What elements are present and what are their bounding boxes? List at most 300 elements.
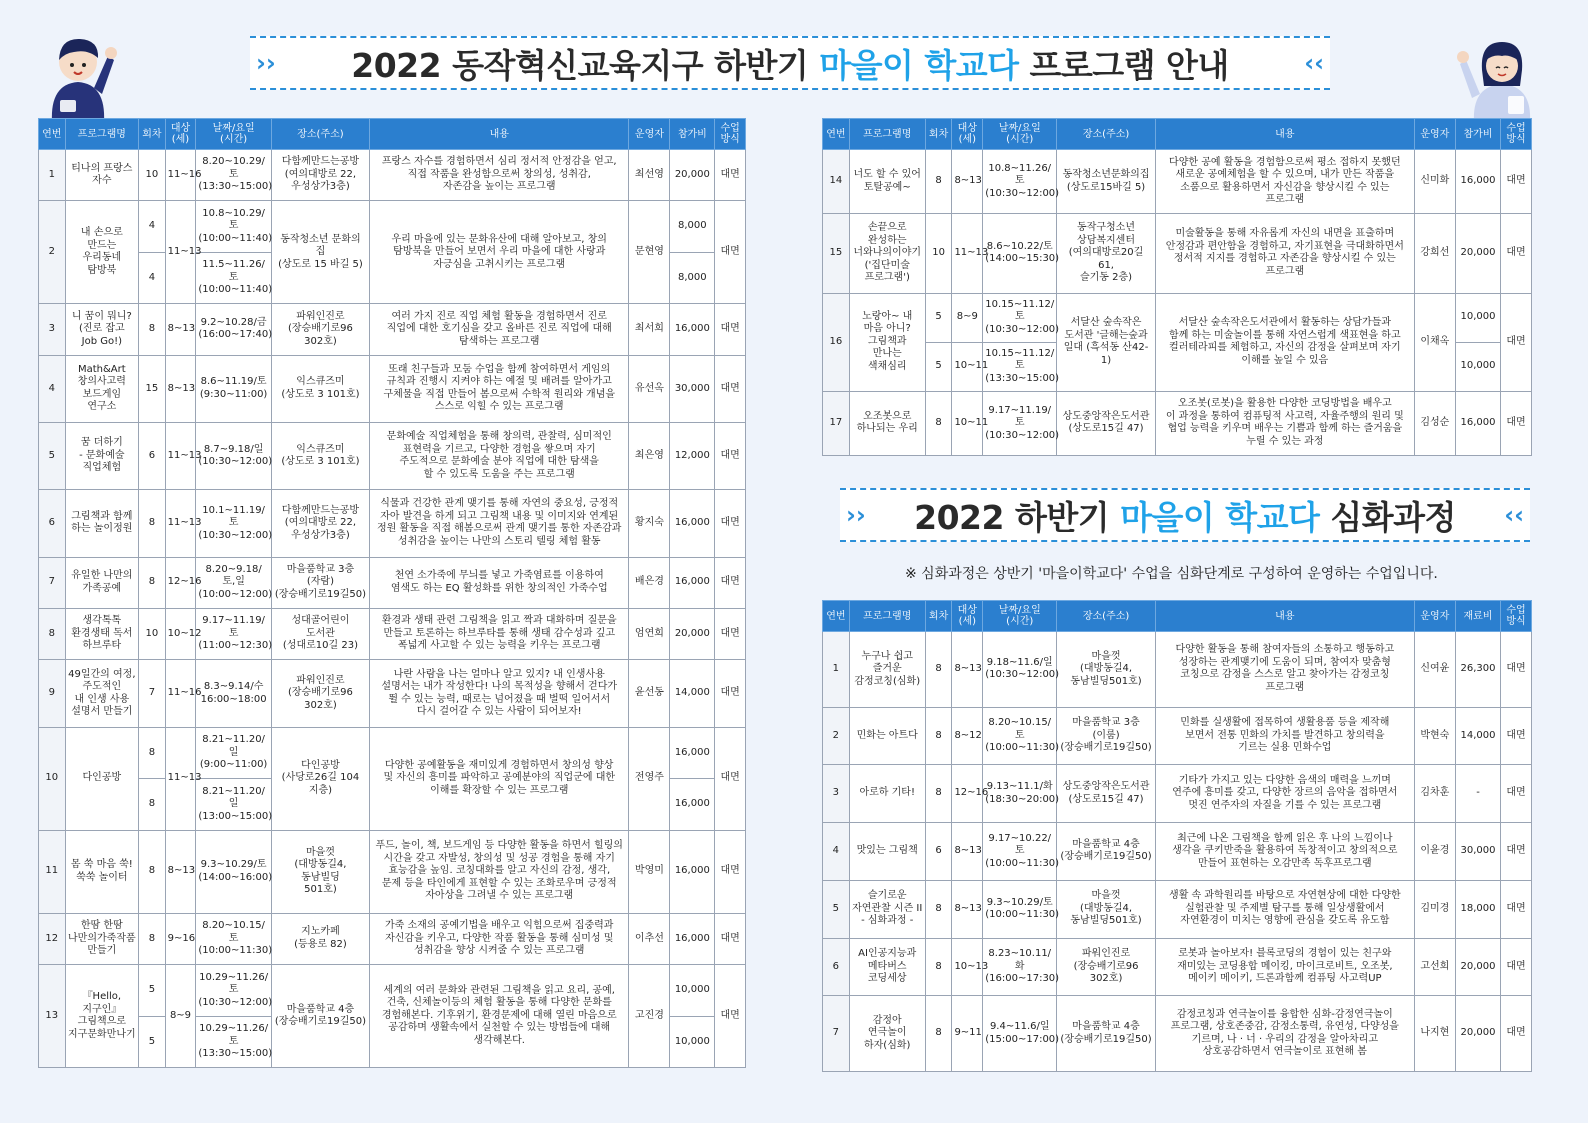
sessions: 8	[925, 632, 952, 708]
sessions: 8	[139, 779, 166, 830]
sessions: 10	[139, 150, 166, 201]
target-age: 8~13	[165, 355, 196, 422]
row-number: 17	[823, 391, 850, 455]
col-header-sessions: 회차	[139, 119, 166, 150]
class-mode: 대면	[715, 304, 746, 355]
target-age: 11~13	[165, 422, 196, 489]
program-name: 티나의 프랑스 자수	[65, 150, 139, 201]
description: 서달산 숲속작은도서관에서 활동하는 상담가들과 함께 하는 미술놀이를 통해 자연스럽게 색표현을 하고 컬러테라피를 체험하고, 자신의 감정을 살펴보며 자기 이해를 높일 수 있음	[1155, 293, 1414, 391]
date-time: 10.8~10.29/토 (10:00~11:40)	[196, 201, 272, 252]
program-name: 손끝으로 완성하는 너와나의이야기 ('집단미술 프로그램')	[849, 214, 925, 293]
date-time: 9.18~11.6/일 (10:30~12:00)	[983, 632, 1057, 708]
col-header-no: 연번	[39, 119, 66, 150]
fee: 10,000	[670, 1016, 715, 1068]
target-age: 11~16	[165, 660, 196, 727]
col-header-desc: 내용	[1155, 601, 1414, 632]
col-header-name: 프로그램명	[65, 119, 139, 150]
col-header-date: 날짜/요일 (시간)	[983, 601, 1057, 632]
class-mode: 대면	[1501, 214, 1532, 293]
table-row	[823, 707, 1532, 765]
table-row	[823, 150, 1532, 214]
program-name: Math&Art 창의사고력 보드게임 연구소	[65, 355, 139, 422]
operator: 문현영	[629, 201, 670, 304]
place: 익스큐즈미 (상도로 3 101호)	[271, 355, 369, 422]
date-time: 8.7~9.18/일 (10:30~12:00)	[196, 422, 272, 489]
program-table-left	[38, 118, 746, 1068]
table-row	[39, 608, 746, 659]
row-number: 15	[823, 214, 850, 293]
date-time: 8.21~11.20/일 (9:00~11:00)	[196, 727, 272, 778]
class-mode: 대면	[715, 965, 746, 1068]
fee: 16,000	[670, 779, 715, 830]
col-header-date: 날짜/요일 (시간)	[196, 119, 272, 150]
fee: 20,000	[1455, 996, 1500, 1072]
chevron-right-icon: ‹‹	[1304, 49, 1324, 77]
date-time: 8.3~9.14/수 16:00~18:00	[196, 660, 272, 727]
place: 마을껏 (대방동길4, 동남빌딩501호)	[1057, 880, 1156, 938]
description: 우리 마을에 있는 문화유산에 대해 알아보고, 창의 탐방북을 만들어 보면서 우리 마을에 대한 사랑과 자긍심을 고취시키는 프로그램	[369, 201, 629, 304]
table-row	[823, 391, 1532, 455]
table-row	[39, 422, 746, 489]
sessions: 8	[925, 938, 952, 996]
advanced-program-table	[822, 600, 1532, 1072]
target-age: 8~9	[165, 965, 196, 1068]
program-name: 아로하 기타!	[849, 765, 925, 823]
class-mode: 대면	[1501, 293, 1532, 391]
target-age: 10~12	[165, 608, 196, 659]
row-number: 1	[823, 632, 850, 708]
col-header-desc: 내용	[1155, 119, 1414, 150]
operator: 윤선동	[629, 660, 670, 727]
date-time: 9.2~10.28/금 (16:00~17:40)	[196, 304, 272, 355]
place: 마을품학교 4층 (장승배기로19길50)	[271, 965, 369, 1068]
fee: 16,000	[1455, 150, 1500, 214]
place: 동작구청소년 상담복지센터 (여의대방로20길 61, 슬기동 2층)	[1057, 214, 1156, 293]
sessions: 8	[139, 304, 166, 355]
description: 민화를 실생활에 접목하여 생활용품 등을 제작해 보면서 전통 민화의 가치를 발견하고 창의력을 기르는 실용 민화수업	[1155, 707, 1414, 765]
place: 파워인진로 (장승배기로96 302호)	[271, 660, 369, 727]
target-age: 8~13	[952, 823, 983, 881]
operator: 최선영	[629, 150, 670, 201]
class-mode: 대면	[715, 913, 746, 964]
fee: 8,000	[670, 201, 715, 252]
target-age: 8~9	[952, 293, 983, 342]
sessions: 8	[139, 490, 166, 557]
table-row	[39, 150, 746, 201]
description: 다양한 공예활동을 재미있게 경험하면서 창의성 향상 및 자신의 흥미를 파악하고 공예분야의 직업군에 대한 이해를 확장할 수 있는 프로그램	[369, 727, 629, 830]
table-row	[39, 913, 746, 964]
sessions: 6	[139, 422, 166, 489]
col-header-name: 프로그램명	[849, 601, 925, 632]
class-mode: 대면	[715, 660, 746, 727]
row-number: 11	[39, 830, 66, 913]
sessions: 8	[139, 830, 166, 913]
fee: 16,000	[670, 304, 715, 355]
program-name: 꿈 더하기 - 문화예술 직업체험	[65, 422, 139, 489]
row-number: 1	[39, 150, 66, 201]
col-header-place: 장소(주소)	[271, 119, 369, 150]
program-name: 생각톡톡 환경생태 독서 하브루타	[65, 608, 139, 659]
date-time: 8.23~10.11/화 (16:00~17:30)	[983, 938, 1057, 996]
date-time: 8.6~11.19/토 (9:30~11:00)	[196, 355, 272, 422]
description: 여러 가지 진로 직업 체험 활동을 경험하면서 진로 직업에 대한 호기심을 갖고 올바른 진로 직업에 대해 탐색하는 프로그램	[369, 304, 629, 355]
operator: 박현숙	[1414, 707, 1455, 765]
sessions: 8	[925, 150, 952, 214]
col-header-mode: 수업 방식	[1501, 119, 1532, 150]
fee: 16,000	[670, 490, 715, 557]
place: 성대골어린이 도서관 (성대로10길 23)	[271, 608, 369, 659]
col-header-fee: 참가비	[670, 119, 715, 150]
sessions: 15	[139, 355, 166, 422]
operator: 황지숙	[629, 490, 670, 557]
row-number: 2	[39, 201, 66, 304]
page-title: 2022 동작혁신교육지구 하반기 마을이 학교다 프로그램 안내	[351, 45, 1229, 85]
program-name: 민화는 아트다	[849, 707, 925, 765]
place: 동작청소년 문화의 집 (상도로 15 바길 5)	[271, 201, 369, 304]
fee: 16,000	[670, 557, 715, 608]
date-time: 9.4~11.6/일 (15:00~17:00)	[983, 996, 1057, 1072]
row-number: 12	[39, 913, 66, 964]
operator: 신여윤	[1414, 632, 1455, 708]
fee: 10,000	[1455, 293, 1500, 342]
operator: 이채옥	[1414, 293, 1455, 391]
date-time: 8.20~10.15/토 (10:00~11:30)	[983, 707, 1057, 765]
sessions: 8	[925, 707, 952, 765]
description: 천연 소가죽에 무늬를 넣고 가죽염료를 이용하여 염색도 하는 EQ 활성화를 위한 창의적인 가죽수업	[369, 557, 629, 608]
sessions: 10	[925, 214, 952, 293]
fee: 8,000	[670, 252, 715, 303]
operator: 고진경	[629, 965, 670, 1068]
table-row	[39, 660, 746, 727]
date-time: 9.3~10.29/토 (10:00~11:30)	[983, 880, 1057, 938]
place: 상도중앙작은도서관 (상도로15길 47)	[1057, 391, 1156, 455]
place: 마을품학교 4층 (장승배기로19길50)	[1057, 996, 1156, 1072]
table-row	[823, 823, 1532, 881]
col-header-age: 대상 (세)	[952, 601, 983, 632]
operator: 최서희	[629, 304, 670, 355]
row-number: 4	[823, 823, 850, 881]
class-mode: 대면	[1501, 823, 1532, 881]
fee: 30,000	[1455, 823, 1500, 881]
description: 세계의 여러 문화와 관련된 그림책을 읽고 요리, 공예, 건축, 신체놀이등의 체험 활동을 통해 다양한 문화를 경험해본다. 기후위기, 환경문제에 대해 열린 마음으로 공감하며 생활속에서 실천할 수 있는 방법들에 대해 생각해본다.	[369, 965, 629, 1068]
col-header-operator: 운영자	[1414, 601, 1455, 632]
program-name: 누구나 쉽고 즐거운 감정코칭(심화)	[849, 632, 925, 708]
chevron-left-icon: ››	[256, 49, 276, 77]
sessions: 8	[925, 996, 952, 1072]
target-age: 8~13	[165, 830, 196, 913]
date-time: 10.1~11.19/토 (10:30~12:00)	[196, 490, 272, 557]
fee: 30,000	[670, 355, 715, 422]
table-row	[823, 996, 1532, 1072]
row-number: 4	[39, 355, 66, 422]
place: 상도중앙작은도서관 (상도로15길 47)	[1057, 765, 1156, 823]
col-header-age: 대상 (세)	[165, 119, 196, 150]
fee: 10,000	[670, 965, 715, 1016]
class-mode: 대면	[715, 490, 746, 557]
description: 기타가 가지고 있는 다양한 음색의 매력을 느끼며 연주에 흥미를 갖고, 다양한 장르의 음악을 접하면서 멋진 연주자의 자질을 기를 수 있는 프로그램	[1155, 765, 1414, 823]
place: 마을품학교 4층 (장승배기로19길50)	[1057, 823, 1156, 881]
class-mode: 대면	[715, 422, 746, 489]
operator: 고선희	[1414, 938, 1455, 996]
col-header-no: 연번	[823, 119, 850, 150]
target-age: 11~13	[165, 490, 196, 557]
place: 다함께만드는공방 (여의대방로 22, 우성상가3층)	[271, 150, 369, 201]
description: 나란 사람을 나는 얼마나 알고 있지? 내 인생사용 설명서는 내가 작성한다! 나의 목적성을 향해서 걷다가 뛸 수 있는 능력, 때로는 넘어졌을 때 벌떡 일어서서 다시 걸어갈 수 있는 사람이 되어보자!	[369, 660, 629, 727]
table-row	[823, 293, 1532, 342]
advanced-title-banner	[840, 488, 1530, 542]
program-name: 니 꿈이 뭐니? (진로 잡고 Job Go!)	[65, 304, 139, 355]
table-row	[823, 214, 1532, 293]
table-row	[39, 355, 746, 422]
operator: 박영미	[629, 830, 670, 913]
place: 파워인진로 (장승배기로96 302호)	[1057, 938, 1156, 996]
row-number: 10	[39, 727, 66, 830]
fee: 26,300	[1455, 632, 1500, 708]
row-number: 5	[823, 880, 850, 938]
target-age: 10~13	[952, 938, 983, 996]
table-row	[823, 765, 1532, 823]
col-header-mode: 수업 방식	[715, 119, 746, 150]
date-time: 9.17~10.22/토 (10:00~11:30)	[983, 823, 1057, 881]
date-time: 10.29~11.26/토 (10:30~12:00)	[196, 965, 272, 1016]
fee: 14,000	[1455, 707, 1500, 765]
program-name: AI인공지능과 메타버스 코딩세상	[849, 938, 925, 996]
class-mode: 대면	[715, 201, 746, 304]
place: 동작청소년문화의집 (상도로15바길 5)	[1057, 150, 1156, 214]
fee: -	[1455, 765, 1500, 823]
operator: 나지현	[1414, 996, 1455, 1072]
place: 마을품학교 3층(자람) (장승배기로19길50)	[271, 557, 369, 608]
description: 또래 친구들과 모둠 수업을 함께 참여하면서 게임의 규칙과 진행시 지켜야 하는 예절 및 배려를 알아가고 구체물을 직접 만들어 봄으로써 수학적 원리와 개념을 스스로 익힐 수 있는 프로그램	[369, 355, 629, 422]
row-number: 8	[39, 608, 66, 659]
description: 프랑스 자수를 경험하면서 심리 정서적 안정감을 얻고, 직접 작품을 완성함으로써 창의성, 성취감, 자존감을 높이는 프로그램	[369, 150, 629, 201]
table-row	[823, 632, 1532, 708]
sessions: 5	[139, 965, 166, 1016]
date-time: 9.17~11.19/토 (10:30~12:00)	[983, 391, 1057, 455]
row-number: 7	[823, 996, 850, 1072]
target-age: 11~16	[165, 150, 196, 201]
class-mode: 대면	[1501, 391, 1532, 455]
row-number: 16	[823, 293, 850, 391]
program-name: 맛있는 그림책	[849, 823, 925, 881]
col-header-date: 날짜/요일 (시간)	[983, 119, 1057, 150]
table-row	[39, 201, 746, 252]
target-age: 12~16	[165, 557, 196, 608]
table-row	[39, 965, 746, 1016]
description: 푸드, 놀이, 책, 보드게임 등 다양한 활동을 하면서 힐링의 시간을 갖고 자발성, 창의성 및 성공 경험을 통해 자기 효능감을 높임. 코칭대화를 알고 자신의 감정, 생각, 문제 등을 타인에게 표현할 수 있는 조화로우며 긍정적 자아상을 그려낼 수 있는 프로그램	[369, 830, 629, 913]
class-mode: 대면	[1501, 707, 1532, 765]
sessions: 8	[139, 557, 166, 608]
operator: 김차훈	[1414, 765, 1455, 823]
program-name: 다인공방	[65, 727, 139, 830]
date-time: 9.3~10.29/토 (14:00~16:00)	[196, 830, 272, 913]
place: 지노카페 (등용로 82)	[271, 913, 369, 964]
description: 가죽 소재의 공예기법을 배우고 익힘으로써 집중력과 자신감을 키우고, 다양한 작품 활동을 통해 심미성 및 성취감을 향상 시켜줄 수 있는 프로그램	[369, 913, 629, 964]
col-header-mode: 수업 방식	[1501, 601, 1532, 632]
place: 마을품학교 3층(이룸) (장승배기로19길50)	[1057, 707, 1156, 765]
col-header-sessions: 회차	[925, 119, 952, 150]
operator: 이추선	[629, 913, 670, 964]
fee: 14,000	[670, 660, 715, 727]
sessions: 6	[925, 823, 952, 881]
place: 다인공방 (사당로26길 104 지층)	[271, 727, 369, 830]
description: 다양한 활동을 통해 참여자들의 소통하고 행동하고 성장하는 관계맺기에 도움이 되며, 참여자 맞춤형 코칭으로 감정을 스스로 알고 찾아가는 감정코칭 프로그램	[1155, 632, 1414, 708]
sessions: 8	[925, 880, 952, 938]
date-time: 10.15~11.12/토 (10:30~12:00)	[983, 293, 1057, 342]
date-time: 10.8~11.26/토 (10:30~12:00)	[983, 150, 1057, 214]
date-time: 8.20~9.18/ 토,일 (10:00~12:00)	[196, 557, 272, 608]
class-mode: 대면	[1501, 150, 1532, 214]
class-mode: 대면	[1501, 938, 1532, 996]
row-number: 9	[39, 660, 66, 727]
fee: 16,000	[670, 913, 715, 964]
row-number: 3	[823, 765, 850, 823]
description: 문화예술 직업체험을 통해 창의력, 관찰력, 심미적인 표현력을 기르고, 다양한 경험을 쌓으며 자기 주도적으로 문화예술 분야 직업에 대한 탐색을 할 수 있도록 도움을 주는 프로그램	[369, 422, 629, 489]
date-time: 8.6~10.22/토 (14:00~15:30)	[983, 214, 1057, 293]
row-number: 7	[39, 557, 66, 608]
col-header-age: 대상 (세)	[952, 119, 983, 150]
target-age: 11~13	[165, 727, 196, 830]
col-header-operator: 운영자	[1414, 119, 1455, 150]
row-number: 6	[39, 490, 66, 557]
sessions: 7	[139, 660, 166, 727]
main-title-banner	[250, 36, 1330, 90]
sessions: 5	[925, 293, 952, 342]
class-mode: 대면	[1501, 765, 1532, 823]
chevron-left-icon: ››	[846, 501, 866, 529]
row-number: 6	[823, 938, 850, 996]
class-mode: 대면	[1501, 996, 1532, 1072]
description: 환경과 생태 관련 그림책을 읽고 짝과 대화하며 질문을 만들고 토론하는 하브루타를 통해 생태 감수성과 깊고 폭넓게 사고할 수 있는 능력을 키우는 프로그램	[369, 608, 629, 659]
class-mode: 대면	[1501, 632, 1532, 708]
date-time: 8.21~11.20/일 (13:00~15:00)	[196, 779, 272, 830]
description: 감정코칭과 연극놀이를 융합한 심화-감정연극놀이 프로그램, 상호존중감, 감정소통력, 유연성, 다양성을 기르며, 나 · 너 · 우리의 감정을 알아차리고 상호공감하면서 연극놀이로 표현해 봄	[1155, 996, 1414, 1072]
place: 서달산 숲속작은 도서관 '글해는숲과 일대 (흑석동 산42-1)	[1057, 293, 1156, 391]
advanced-note: ※ 심화과정은 상반기 '마을이학교다' 수업을 심화단계로 구성하여 운영하는 수업입니다.	[905, 566, 1438, 582]
fee: 20,000	[1455, 214, 1500, 293]
operator: 유선옥	[629, 355, 670, 422]
target-age: 8~12	[952, 707, 983, 765]
col-header-operator: 운영자	[629, 119, 670, 150]
target-age: 8~13	[952, 150, 983, 214]
table-row	[39, 557, 746, 608]
sessions: 5	[925, 342, 952, 391]
row-number: 13	[39, 965, 66, 1068]
fee: 16,000	[670, 727, 715, 778]
place: 다함께만드는공방 (여의대방로 22, 우성상가3층)	[271, 490, 369, 557]
advanced-title: 2022 하반기 마을이 학교다 심화과정	[914, 497, 1456, 537]
program-name: 49일간의 여정, 주도적인 내 인생 사용 설명서 만들기	[65, 660, 139, 727]
class-mode: 대면	[715, 355, 746, 422]
col-header-place: 장소(주소)	[1057, 119, 1156, 150]
target-age: 12~16	[952, 765, 983, 823]
class-mode: 대면	[715, 557, 746, 608]
operator: 김미경	[1414, 880, 1455, 938]
target-age: 9~11	[952, 996, 983, 1072]
fee: 20,000	[670, 608, 715, 659]
date-time: 11.5~11.26/토 (10:00~11:40)	[196, 252, 272, 303]
col-header-name: 프로그램명	[849, 119, 925, 150]
program-name: 한땀 한땀 나만의가죽작품 만들기	[65, 913, 139, 964]
program-name: 노랑아~ 내 마음 아니? 그림책과 만나는 색채심리	[849, 293, 925, 391]
place: 파워인진로 (장승배기로96 302호)	[271, 304, 369, 355]
boy-character-illustration	[38, 22, 118, 122]
program-name: 그림책과 함께 하는 놀이정원	[65, 490, 139, 557]
description: 최근에 나온 그림책을 함께 읽은 후 나의 느낌이나 생각을 쿠키반죽을 활용하여 독창적이고 창의적으로 만들어 표현하는 오감만족 독후프로그램	[1155, 823, 1414, 881]
target-age: 10~11	[952, 342, 983, 391]
sessions: 8	[925, 765, 952, 823]
description: 식물과 건강한 관계 맺기를 통해 자연의 중요성, 긍정적 자아 발견을 하게 되고 그림책 내용 및 이미지와 연계된 정원 활동을 직접 해봄으로써 관계 맺기를 통한 자존감과 성취감을 높이는 나만의 스토리 텔링 체험 활동	[369, 490, 629, 557]
class-mode: 대면	[715, 727, 746, 830]
operator: 최은영	[629, 422, 670, 489]
sessions: 8	[925, 391, 952, 455]
target-age: 9~16	[165, 913, 196, 964]
girl-character-illustration	[1456, 26, 1546, 122]
date-time: 10.29~11.26/토 (13:30~15:00)	[196, 1016, 272, 1068]
sessions: 10	[139, 608, 166, 659]
date-time: 9.13~11.1/화 (18:30~20:00)	[983, 765, 1057, 823]
table-row	[823, 880, 1532, 938]
target-age: 10~11	[952, 391, 983, 455]
col-header-desc: 내용	[369, 119, 629, 150]
col-header-place: 장소(주소)	[1057, 601, 1156, 632]
operator: 강희선	[1414, 214, 1455, 293]
sessions: 4	[139, 201, 166, 252]
sessions: 8	[139, 913, 166, 964]
class-mode: 대면	[715, 830, 746, 913]
col-header-fee: 참가비	[1455, 119, 1500, 150]
date-time: 8.20~10.29/토 (13:30~15:00)	[196, 150, 272, 201]
date-time: 10.15~11.12/토 (13:30~15:00)	[983, 342, 1057, 391]
target-age: 8~13	[165, 304, 196, 355]
operator: 배은경	[629, 557, 670, 608]
table-row	[39, 304, 746, 355]
program-name: 슬기로운 자연관찰 시즌 II - 심화과정 -	[849, 880, 925, 938]
operator: 김성순	[1414, 391, 1455, 455]
description: 로봇과 놀아보자! 블록코딩의 경험이 있는 친구와 재미있는 코딩용합 메이킹, 마이크로비트, 오조봇, 메이키 메이키, 드론과함께 컴퓨팅 사고력UP	[1155, 938, 1414, 996]
col-header-no: 연번	[823, 601, 850, 632]
table-row	[39, 727, 746, 778]
program-name: 감정아 연극놀이 하자(심화)	[849, 996, 925, 1072]
chevron-right-icon: ‹‹	[1504, 501, 1524, 529]
sessions: 8	[139, 727, 166, 778]
fee: 16,000	[1455, 391, 1500, 455]
class-mode: 대면	[715, 608, 746, 659]
description: 생활 속 과학원리를 바탕으로 자연현상에 대한 다양한 실험관찰 및 주제별 탐구를 통해 일상생활에서 자연환경이 미치는 영향에 관심을 갖도록 유도함	[1155, 880, 1414, 938]
description: 다양한 공예 활동을 경험함으로써 평소 접하지 못했던 새로운 공예체험을 할 수 있으며, 내가 만든 작품을 소품으로 활용하면서 자신감을 향상시킬 수 있는 프로그램	[1155, 150, 1414, 214]
operator: 엄연희	[629, 608, 670, 659]
fee: 16,000	[670, 830, 715, 913]
target-age: 8~13	[952, 880, 983, 938]
sessions: 5	[139, 1016, 166, 1068]
row-number: 5	[39, 422, 66, 489]
target-age: 11~13	[952, 214, 983, 293]
fee: 10,000	[1455, 342, 1500, 391]
date-time: 8.20~10.15/토 (10:00~11:30)	[196, 913, 272, 964]
fee: 18,000	[1455, 880, 1500, 938]
operator: 신미화	[1414, 150, 1455, 214]
col-header-fee-material: 재료비	[1455, 601, 1500, 632]
fee: 20,000	[1455, 938, 1500, 996]
date-time: 9.17~11.19/토 (11:00~12:30)	[196, 608, 272, 659]
table-row	[39, 490, 746, 557]
program-name: 너도 할 수 있어 토탈공예~	[849, 150, 925, 214]
place: 익스큐즈미 (상도로 3 101호)	[271, 422, 369, 489]
place: 마을껏 (대방동길4, 동남빌딩501호)	[1057, 632, 1156, 708]
program-name: 『Hello, 지구인』 그림책으로 지구문화만나기	[65, 965, 139, 1068]
col-header-sessions: 회차	[925, 601, 952, 632]
program-table-right	[822, 118, 1532, 456]
